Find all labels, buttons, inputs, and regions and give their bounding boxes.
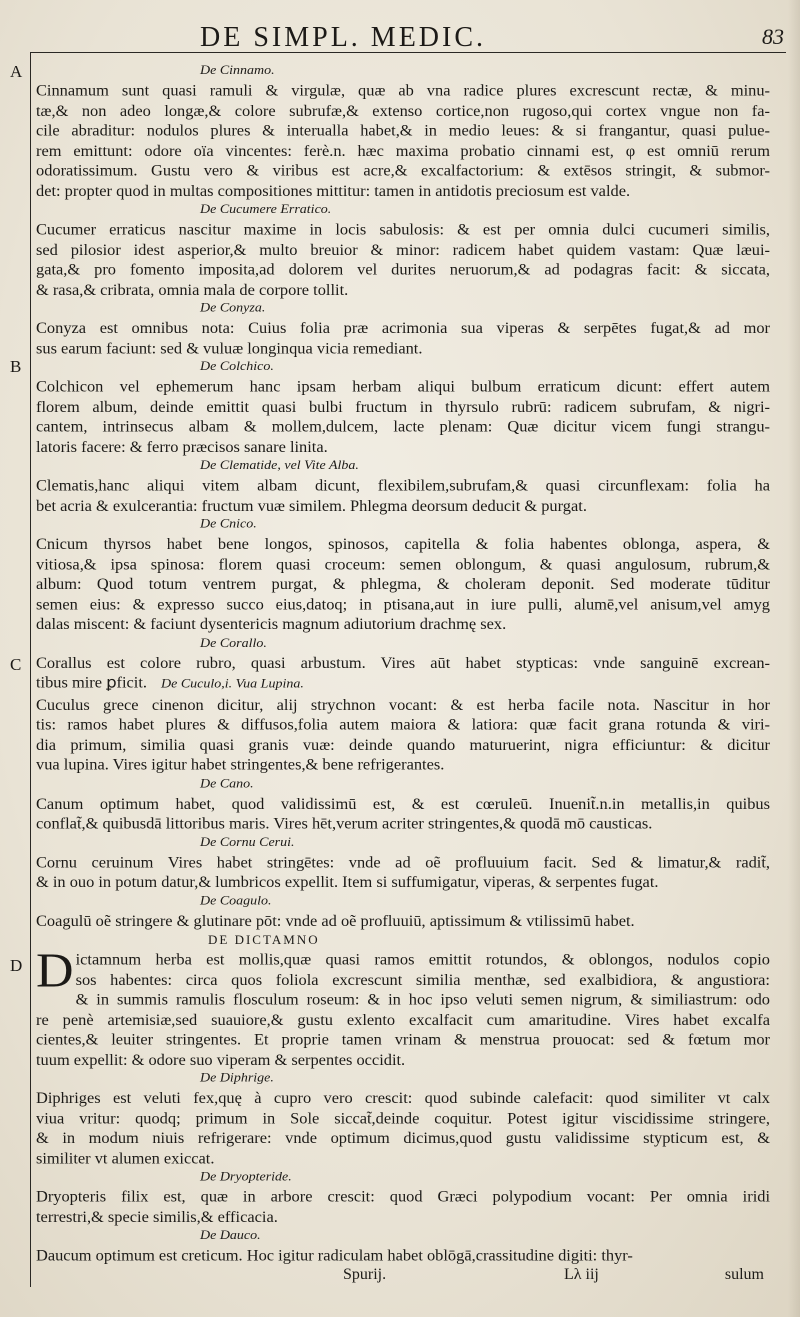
text-line: cile abraditur: nodulos plures & interualla habet,& in medio leues: & si frangantur, quasi pulue- [36, 121, 770, 140]
text-line: det: propter quod in multas compositiones mittitur: tamen in antidotis preciosum est valde. [36, 181, 631, 200]
entry-paragraph [36, 81, 770, 201]
text-line: bet acria & exulcerantia: fructum vuæ similem. Phlegma deorsum deducit & purgat. [36, 496, 587, 515]
entry-heading: De Dryopteride. [200, 1170, 292, 1185]
text-line: Canum optimum habet, quod validissimū est, & est cœruleū. Inuenit̃.n.in metallis,in quibus [36, 794, 770, 813]
text-line: Cinnamum sunt quasi ramuli & virgulæ, quæ ab vna radice plures excrescunt rectæ, & minu- [36, 81, 770, 100]
text-line: tuum expellit: & odore suo viperam & serpentes occidit. [36, 1050, 406, 1069]
text-line: semen eius: & expresso succo eius,datoq; in ptisana,aut in iure pulli, alumē,vel anisum,vel amyg [36, 595, 770, 613]
entry-heading: De Cnico. [200, 517, 257, 532]
text-line: tibus mire ꝑficit. [36, 673, 148, 692]
text-line: conflat̃,& quibusdā littoribus maris. Vires hēt,verum acriter stringentes,& quodā mō causticas. [36, 814, 653, 833]
page-footer [36, 1266, 770, 1286]
text-line: Corallus est colore rubro, quasi arbustum. Vires aūt habet stypticas: vnde sanguinē excrean- [36, 653, 770, 672]
entry-heading: De Clematide, vel Vite Alba. [200, 458, 359, 473]
entry-paragraph [36, 911, 770, 931]
text-line: dalas miscent: & faciunt dysentericis magnum adiutorium drachmę sex. [36, 615, 507, 633]
text-line: sed pilosior idest asperior,& multo breuior & minor: radicem habet quidem vastam: Quæ læui- [36, 240, 770, 259]
text-line: Dryopteris filix est, quæ in arbore crescit: quod Græci polypodium vocant: Per omnia iridi [36, 1187, 770, 1206]
text-line: Clematis,hanc aliqui vitem albam dicunt, flexibilem,subrufam,& quasi circunflexam: folia ha [36, 476, 770, 495]
text-line: re penè artemisiæ,sed suauiore,& gustu exlento excalfacit cum amaritudine. Vires habet excalfa [36, 1010, 770, 1029]
text-line: similiter vt alumen exiccat. [36, 1149, 215, 1167]
text-line: Colchicon vel ephemerum hanc ipsam herbam aliqui bulbum erraticum dicunt: effert autem [36, 377, 770, 396]
margin-letter-d: D [10, 956, 23, 975]
text-line: Cuculus grece cinenon dicitur, alij strychnon vocant: & est herba facile nota. Nascitur in hor [36, 695, 770, 714]
running-head: DE SIMPL. MEDIC. [200, 22, 487, 53]
page-edge-shadow [788, 0, 800, 1317]
text-line: cientes,& leuiter stringentes. Et proprie tamen vrinam & menstrua prouocat: sed & fœtum mor [36, 1030, 770, 1049]
entry-heading: De Cuculo,i. Vua Lupina. [161, 677, 304, 692]
text-line: Cornu ceruinum Vires habet stringētes: vnde ad oẽ profluuium facit. Sed & limatur,& radit̃, [36, 853, 770, 871]
text-line: & in modum niuis refrigerare: vnde optimum dicimus,quod gustu validissime stypticum est, & [36, 1129, 770, 1147]
entry-paragraph [36, 1246, 770, 1266]
text-line: Diphriges est veluti fex,quę à cupro vero crescit: quod subinde calefacit: quod similiter vt calx [36, 1089, 770, 1107]
text-line: tis: ramos habet plures & diffusos,folia autem maiora & latiora: quæ facit grana rotunda & viri- [36, 715, 770, 734]
catchword-left: Spurij. [343, 1266, 387, 1283]
text-line: & in summis ramulis flosculum roseum: & in hoc ipso veluti semen nigrum, & similiastrum: odo [75, 990, 770, 1009]
entry-heading: De Corallo. [200, 636, 267, 651]
entry-paragraph [36, 653, 770, 695]
text-line: dia primum, similia quasi granis vuæ: deinde quando maturuerint, nigra efficiuntur: & dicitur [36, 735, 770, 754]
text-line: terrestri,& specie similis,& efficacia. [36, 1207, 278, 1226]
text-line: gata,& pro fomento imposita,ad dolorem vel durites neruorum,& ad podagras facit: & siccata, [36, 260, 770, 279]
catchword-right: sulum [724, 1266, 764, 1283]
entry-heading: De Diphrige. [200, 1071, 274, 1086]
text-line: odoratissimum. Gustu vero & viribus est acre,& excalfactorium: & extēsos stringit, & submor- [36, 161, 770, 180]
text-line: album: Quod totum ventrem purgat, & phlegma, & choleram deponit. Sed moderate tūditur [36, 575, 770, 593]
entry-heading: De Dauco. [200, 1228, 261, 1243]
margin-letter-b: B [10, 357, 22, 376]
entry-heading: De Cornu Cerui. [200, 835, 295, 850]
entry-paragraph [36, 695, 770, 775]
entry-heading: De Conyza. [200, 301, 266, 316]
entry-paragraph [36, 944, 770, 1069]
text-line: vua lupina. Vires igitur habet stringentes,& bene refrigerantes. [36, 755, 445, 774]
text-line: tæ,& non adeo longæ,& colore subrufæ,& extenso cortice,non rugoso,qui cortex vngue non fa- [36, 101, 770, 120]
text-line: & in ouo in potum datur,& lumbricos expellit. Item si suffumigatur, viperas, & serpentes fugat. [36, 873, 659, 891]
entry-heading: De Colchico. [200, 359, 274, 374]
text-line: Daucum optimum est creticum. Hoc igitur radiculam habet oblōgā,crassitudine digiti: thyr- [36, 1246, 633, 1265]
entry-paragraph [36, 377, 770, 457]
page-number: 83 [762, 24, 784, 49]
entry-paragraph [36, 219, 770, 299]
entry-heading: DE DICTAMNO [208, 932, 320, 947]
text-line: Coagulū oẽ stringere & glutinare pōt: vnde ad oẽ profluuiū, aptissimum & vtilissimū habet. [36, 911, 635, 930]
entry-heading: De Cano. [200, 776, 254, 791]
entry-heading: De Cinnamo. [200, 63, 275, 78]
text-line: Cnicum thyrsos habet bene longos, spinosos, capitella & folia habentes oblonga, aspera, & [36, 535, 770, 553]
text-line: cantem, intrinsecus albam & mollem,dulcem, lacte plenam: Quæ dicitur vicem fungi strangu- [36, 417, 770, 436]
text-line: viua vritur: quodq; primum in Sole siccat̃,deinde coquitur. Potest igitur viscidissime stringere, [36, 1109, 770, 1127]
text-body [36, 62, 770, 1266]
entry-paragraph [36, 852, 770, 892]
text-line: latoris facere: & ferro præcisos sanare linita. [36, 437, 328, 456]
margin-letter-a: A [10, 62, 23, 81]
entry-paragraph [36, 475, 770, 515]
margin-letter-c: C [10, 655, 22, 674]
entry-heading: De Coagulo. [200, 893, 272, 908]
entry-paragraph [36, 318, 770, 358]
text-line: Conyza est omnibus nota: Cuius folia præ acrimonia sua viperas & serpētes fugat,& ad mor [36, 319, 770, 337]
text-line: Cucumer erraticus nascitur maxime in locis sabulosis: & est per omnia dulci cucumeri similis, [36, 220, 770, 238]
text-line: rem emittunt: odore oïa vincentes: ferè.n. hæc maxima probatio cinnami est, φ est omniū rerum [36, 141, 770, 160]
entry-paragraph [36, 793, 770, 833]
text-line: sos habentes: circa quos foliola excrescunt similia menthæ, sed exalbidiora, & angustiora: [75, 970, 770, 989]
text-line: florem album, deinde emittit quasi bulbi fructum in thyrsulo rubrū: radicem subrufam, & nigri- [36, 397, 770, 416]
entry-heading: De Cucumere Erratico. [200, 202, 332, 217]
text-line: vitiosa,& ipsa spinosa: florem quasi croceum: semen oblongum, & quasi angulosum, rubrum,& [36, 555, 770, 573]
text-line: & rasa,& cribrata, omnia mala de corpore tollit. [36, 280, 349, 299]
signature-mark: Lλ iij [564, 1266, 599, 1283]
text-line: sus earum faciunt: sed & vuluæ longinqua vicia remediant. [36, 339, 423, 357]
entry-paragraph [36, 1088, 770, 1168]
text-line: ictamnum herba est mollis,quæ quasi ramos emittit rotundos, & oblongos, nodulos copio [75, 950, 770, 969]
margin-rule [30, 52, 31, 1287]
drop-cap: D [36, 944, 74, 998]
entry-paragraph [36, 534, 770, 634]
entry-paragraph [36, 1187, 770, 1227]
